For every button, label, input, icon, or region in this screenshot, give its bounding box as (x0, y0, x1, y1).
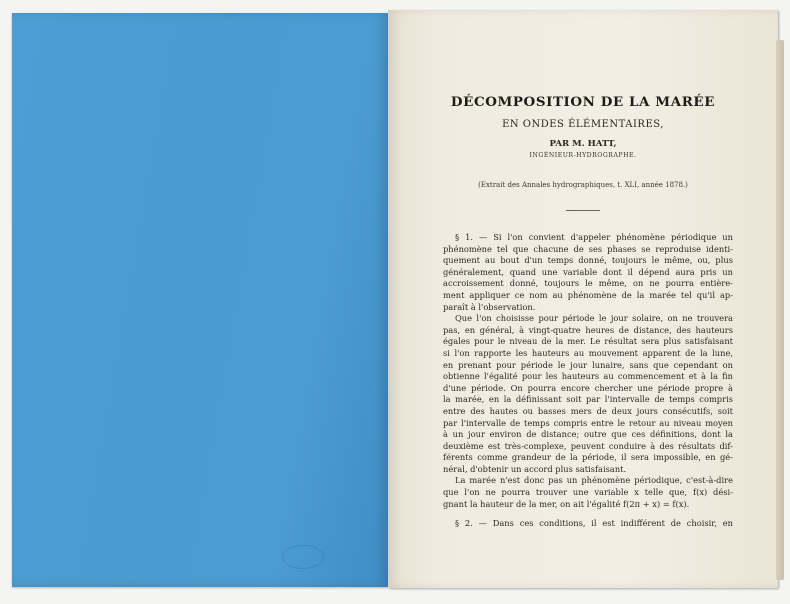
body-line: en prenant pour période le jour lunaire, sans que cependant on (443, 359, 733, 370)
paragraph-gap (443, 510, 733, 518)
body-line: § 2. — Dans ces conditions, il est indifférent de choisir, en (455, 518, 733, 529)
body-line: deuxième est très-complexe, peuvent conduire à des résultats dif- (443, 440, 733, 451)
body-line: gnant la hauteur de la mer, on ait l'égalité f(2π + x) = f(x). (443, 498, 690, 509)
body-line: § 1. — Si l'on convient d'appeler phénomène périodique un (455, 232, 733, 242)
body-text (443, 232, 733, 530)
blue-cover (12, 13, 388, 587)
body-line: néral, d'obtenir un accord plus satisfaisant. (443, 463, 627, 474)
author-role: INGÉNIEUR-HYDROGRAPHE. (529, 152, 637, 159)
body-line: obtienne l'égalité pour les hauteurs au commencement et à la fin (443, 371, 733, 382)
body-line: férents comme grandeur de la période, il sera impossible, en gé- (443, 452, 733, 463)
body-line: par l'intervalle de temps compris entre le retour au niveau moyen (443, 417, 733, 428)
body-line: Que l'on choisisse pour période le jour solaire, on ne trouvera (455, 313, 733, 324)
body-line: d'une période. On pourra encore chercher une période propre à (443, 382, 733, 393)
cover-stain (282, 545, 324, 569)
body-line: phénomène tel que chacune de ses phases se reproduise identi- (443, 243, 733, 254)
body-line: ment appliquer ce nom au phénomène de la marée tel qu'il ap- (443, 289, 733, 300)
body-line: quement au bout d'un temps donné, toujours le même, ou, plus (443, 255, 733, 266)
extract-note: (Extrait des Annales hydrographiques, t. XLI, année 1878.) (478, 181, 688, 189)
body-line: accroissement donné, toujours le même, on ne pourra entière- (443, 278, 733, 289)
body-line: à un jour environ de distance; outre que ces définitions, dont la (443, 429, 733, 440)
document-title: DÉCOMPOSITION DE LA MARÉE (450, 94, 716, 110)
body-line: la marée, en la définissant soit par l'intervalle de temps compris (443, 394, 733, 405)
body-line: La marée n'est donc pas un phénomène périodique, c'est-à-dire (455, 475, 733, 486)
body-line: généralement, quand une variable dont il dépend aura pris un (443, 266, 733, 277)
body-line: paraît à l'observation. (443, 301, 536, 312)
body-line: égales pour le niveau de la mer. Le résultat sera plus satisfaisant (443, 336, 733, 347)
title-page (388, 10, 778, 588)
separator-rule (566, 210, 600, 211)
document-subtitle: EN ONDES ÉLÉMENTAIRES, (502, 119, 664, 130)
body-line: entre des hautes ou basses mers de deux jours consécutifs, soit (443, 405, 733, 416)
body-line: pas, en général, à vingt-quatre heures de distance, des hauteurs (443, 324, 733, 335)
body-line: si l'on rapporte les hauteurs au mouvement apparent de la lune, (443, 347, 733, 358)
document-author: PAR M. HATT, (549, 139, 617, 149)
body-line: que l'on ne pourra trouver une variable x telle que, f(x) dési- (443, 487, 733, 498)
